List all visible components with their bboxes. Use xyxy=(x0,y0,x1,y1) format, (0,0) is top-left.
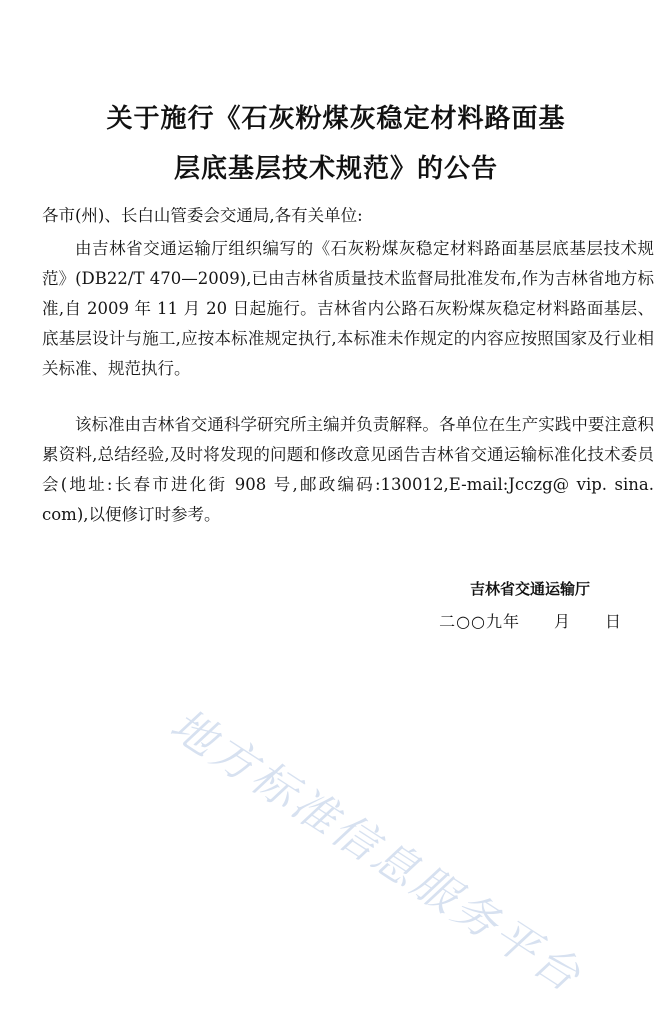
document-title-line-1: 关于施行《石灰粉煤灰稳定材料路面基 xyxy=(106,104,566,134)
body-paragraph-2: 该标准由吉林省交通科学研究所主编并负责解释。各单位在生产实践中要注意积累资料,总结经验,及时将发现的问题和修改意见函告吉林省交通运输标准化技术委员会(地址:长春市进化街 908 号,邮政编码:130012,E-mail:Jcczg@ vip. sina. com),以便修订时参考。 xyxy=(42,415,654,524)
document-title-line-2: 层底基层技术规范》的公告 xyxy=(173,154,498,184)
signature-organization: 吉林省交通运输厅 xyxy=(469,580,590,598)
body-paragraph-1: 由吉林省交通运输厅组织编写的《石灰粉煤灰稳定材料路面基层底基层技术规范》(DB22/T 470—2009),已由吉林省质量技术监督局批准发布,作为吉林省地方标准,自 2009 年 11 月 20 日起施行。吉林省内公路石灰粉煤灰稳定材料路面基层、底基层设计与施工,应按本标准规定执行,本标准未作规定的内容应按照国家及行业相关标准、规范执行。 xyxy=(42,239,654,378)
salutation: 各市(州)、长白山管委会交通局,各有关单位: xyxy=(42,206,363,225)
watermark-text: 地方标准信息服务平台 xyxy=(161,699,592,1004)
signature-date: 二○○九年 月 日 xyxy=(439,612,622,631)
